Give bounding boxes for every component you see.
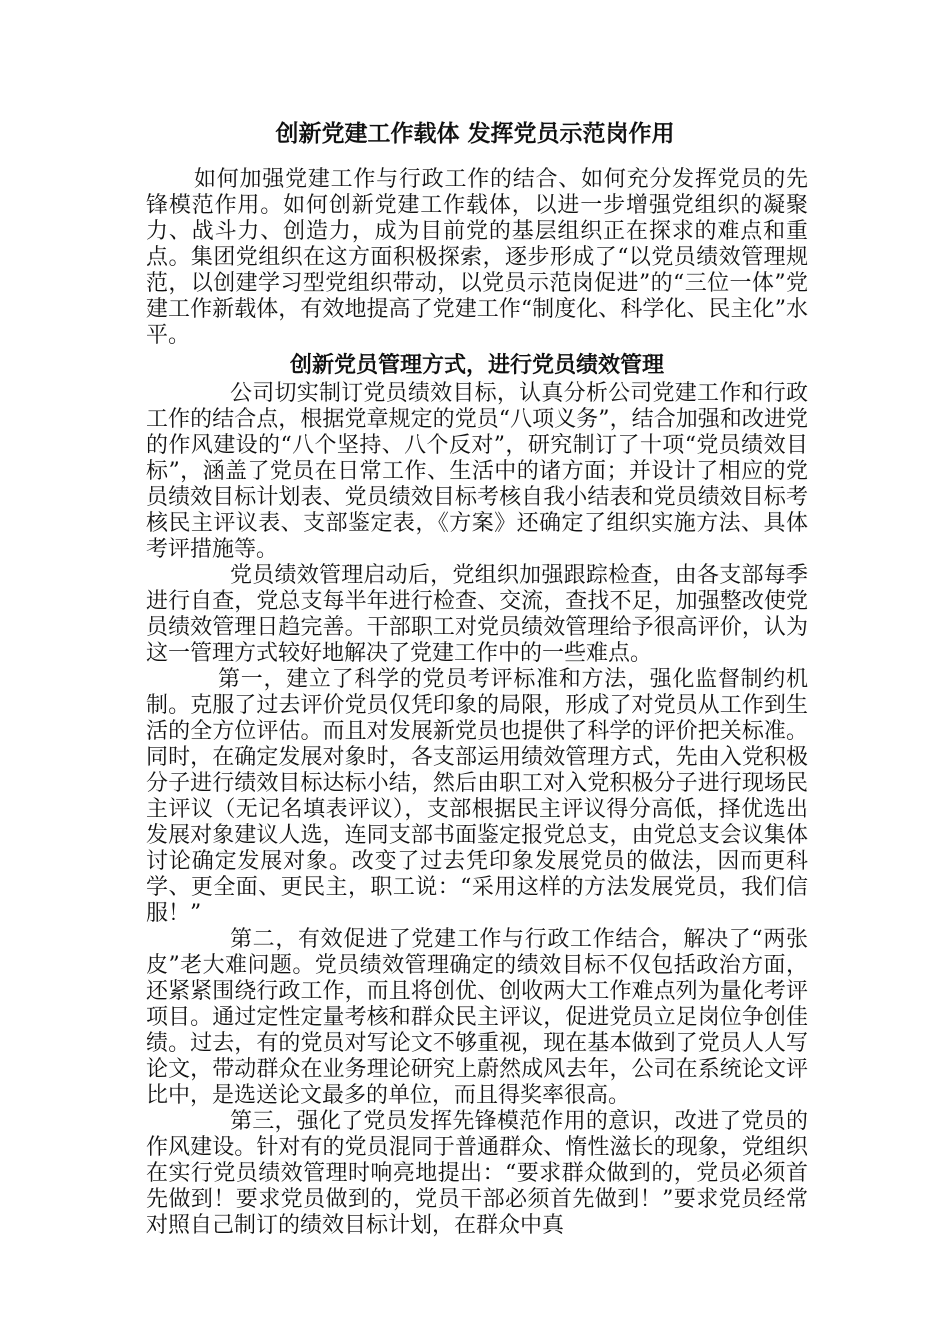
body-paragraph-5: 第三，强化了党员发挥先锋模范作用的意识，改进了党员的作风建设。针对有的党员混同于普通群众、惰性滋长的现象，党组织在实行党员绩效管理时响亮地提出：“要求群众做到的，党员必须首先做到！要求党员做到的，党员干部必须首先做到！”要求党员经常对照自己制订的绩效目标计划，在群众中真 <box>146 1109 808 1238</box>
body-paragraph-2: 党员绩效管理启动后，党组织加强跟踪检查，由各支部每季进行自查，党总支每半年进行检查、交流，查找不足，加强整改使党员绩效管理日趋完善。干部职工对党员绩效管理给予很高评价，认为这一管理方式较好地解决了党建工作中的一些难点。 <box>146 563 808 666</box>
document-title: 创新党建工作载体 发挥党员示范岗作用 <box>275 121 675 147</box>
body-paragraph-1: 公司切实制订党员绩效目标，认真分析公司党建工作和行政工作的结合点，根据党章规定的党员“八项义务”，结合加强和改进党的作风建设的“八个坚持、八个反对”，研究制订了十项“党员绩效目标”，涵盖了党员在日常工作、生活中的诸方面；并设计了相应的党员绩效目标计划表、党员绩效目标考核自我小结表和党员绩效目标考核民主评议表、支部鉴定表，《方案》还确定了组织实施方法、具体考评措施等。 <box>146 381 808 562</box>
section-heading: 创新党员管理方式，进行党员绩效管理 <box>289 352 664 378</box>
document-body <box>146 167 808 1239</box>
body-paragraph-3: 第一，建立了科学的党员考评标准和方法，强化监督制约机制。克服了过去评价党员仅凭印象的局限，形成了对党员从工作到生活的全方位评估。而且对发展新党员也提供了科学的评价把关标准。同时，在确定发展对象时，各支部运用绩效管理方式，先由入党积极分子进行绩效目标达标小结，然后由职工对入党积极分子进行现场民主评议（无记名填表评议），支部根据民主评议得分高低，择优选出发展对象建议人选，连同支部书面鉴定报党总支，由党总支会议集体讨论确定发展对象。改变了过去凭印象发展党员的做法，因而更科学、更全面、更民主，职工说：“采用这样的方法发展党员，我们信服！” <box>146 667 808 926</box>
body-paragraph-4: 第二，有效促进了党建工作与行政工作结合，解决了“两张皮”老大难问题。党员绩效管理确定的绩效目标不仅包括政治方面，还紧紧围绕行政工作，而且将创优、创收两大工作难点列为量化考评项目。通过定性定量考核和群众民主评议，促进党员立足岗位争创佳绩。过去，有的党员对写论文不够重视，现在基本做到了党员人人写论文，带动群众在业务理论研究上蔚然成风去年，公司在系统论文评比中，是选送论文最多的单位，而且得奖率很高。 <box>146 927 808 1108</box>
intro-paragraph: 如何加强党建工作与行政工作的结合、如何充分发挥党员的先锋模范作用。如何创新党建工作载体，以进一步增强党组织的凝聚力、战斗力、创造力，成为目前党的基层组织正在探求的难点和重点。集团党组织在这方面积极探索，逐步形成了“以党员绩效管理规范，以创建学习型党组织带动，以党员示范岗促进”的“三位一体”党建工作新载体，有效地提高了党建工作“制度化、科学化、民主化”水平。 <box>146 167 808 348</box>
